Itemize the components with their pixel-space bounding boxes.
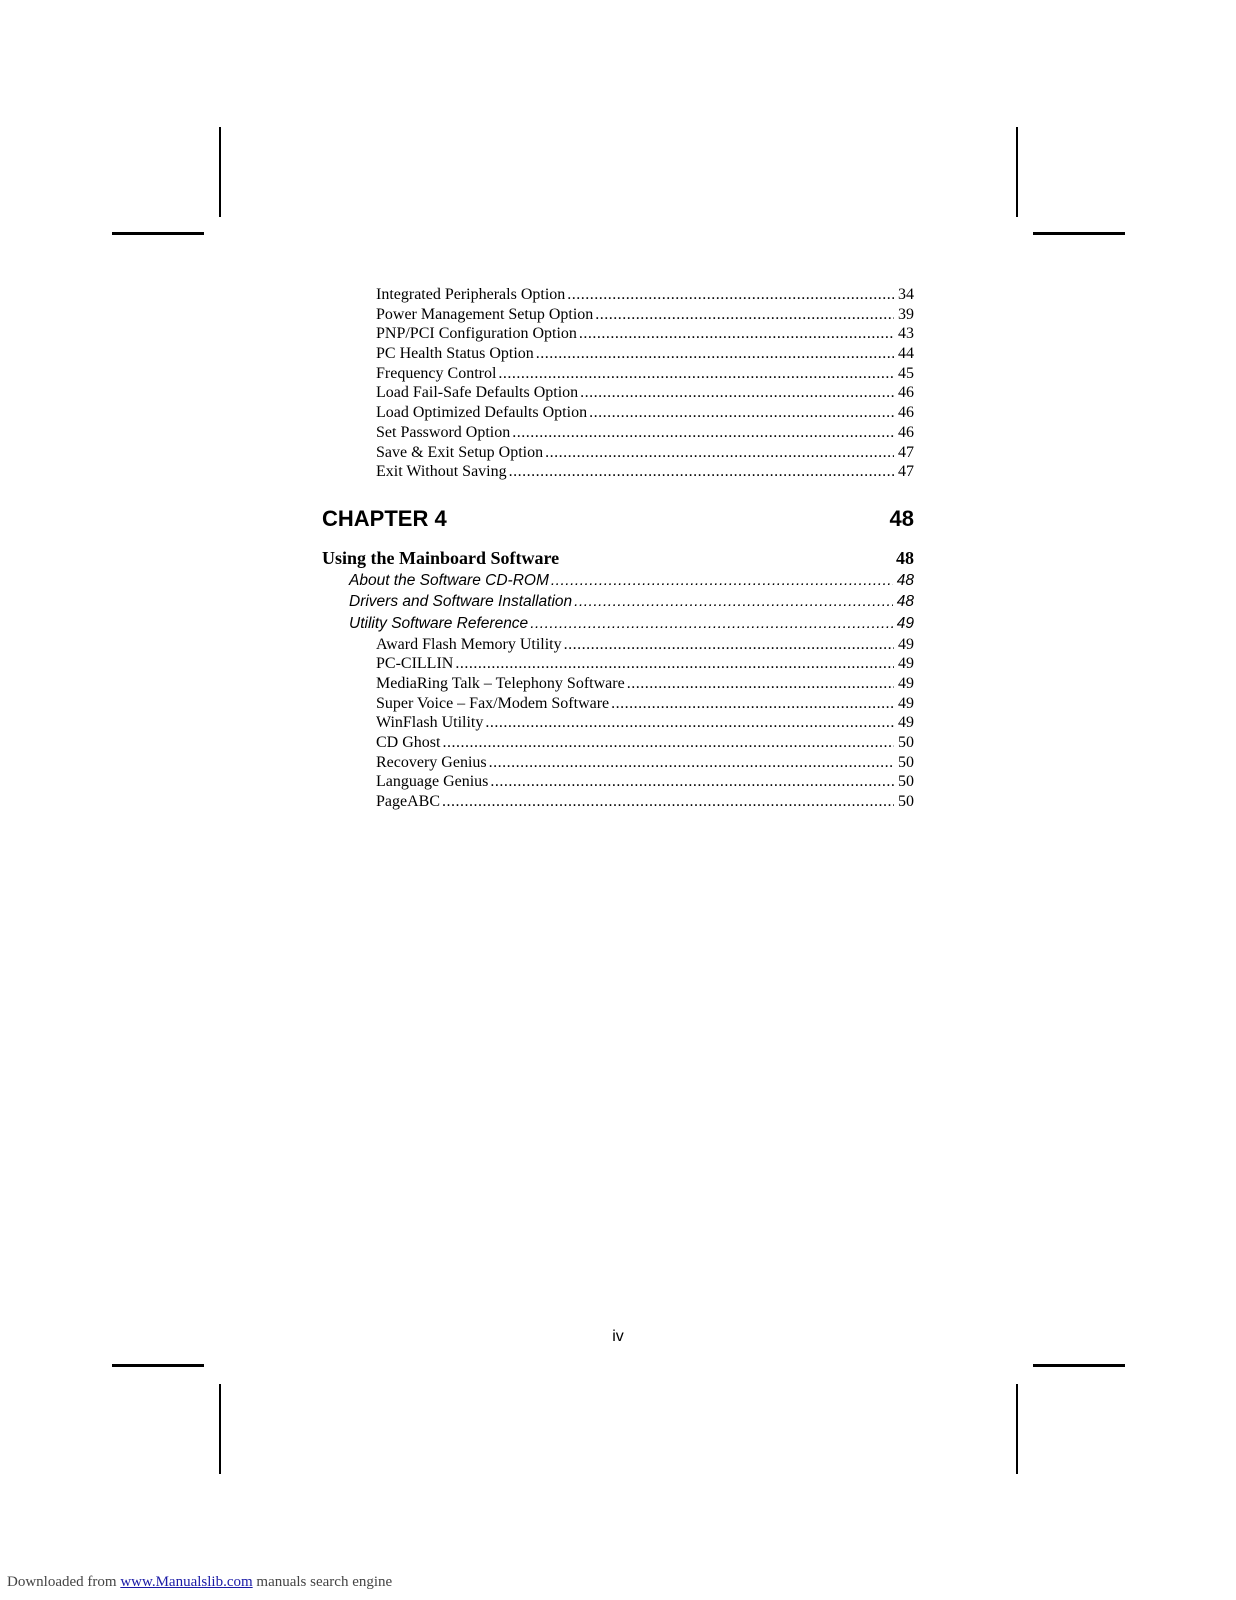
dot-leader [627,674,894,694]
manualslib-link[interactable]: www.Manualslib.com [120,1574,253,1590]
toc-entry-page: 47 [898,443,914,461]
toc-entry [322,285,914,305]
crop-mark [219,127,221,217]
toc-entry-title: Language Genius [376,773,489,791]
crop-mark [112,232,204,235]
crop-mark [219,1384,221,1474]
toc-entry-page: 39 [898,305,914,323]
toc-entry [322,733,914,753]
toc-entry-page: 49 [896,615,914,633]
toc-entry-title: About the Software CD-ROM [349,571,549,589]
dot-leader [442,733,894,753]
toc-entry-title: Load Fail-Safe Defaults Option [376,384,579,402]
toc-entry-title: Super Voice – Fax/Modem Software [376,694,610,712]
toc-entry [322,462,914,482]
toc-entry-page: 34 [898,286,914,303]
toc-subsection [322,613,914,635]
toc-entry-title: WinFlash Utility [376,714,484,732]
toc-entry-title: PNP/PCI Configuration Option [376,325,577,343]
toc-entry-title: Set Password Option [376,423,511,441]
dot-leader [595,305,894,325]
toc-entry [322,713,914,733]
toc-entry-page: 43 [898,325,914,343]
toc-subsection [322,591,914,613]
dot-leader [512,423,894,443]
toc-entry-title: Award Flash Memory Utility [376,635,562,653]
footer-prefix: Downloaded from [7,1574,117,1590]
table-of-contents [322,285,914,812]
toc-entry [322,674,914,694]
crop-mark [1033,1364,1125,1367]
toc-entry-title: MediaRing Talk – Telephony Software [376,675,625,693]
dot-leader [589,403,894,423]
dot-leader [551,570,893,592]
crop-mark [112,1364,204,1367]
toc-entry-title: Drivers and Software Installation [349,593,573,611]
toc-entry-page: 46 [898,423,914,441]
toc-entry-page: 47 [898,463,914,481]
toc-subsection [322,570,914,592]
toc-entry-title: Frequency Control [376,364,497,382]
section-page: 48 [896,547,914,568]
toc-entry-page: 49 [898,694,914,712]
toc-entry-title: Recovery Genius [376,753,487,771]
toc-entry [322,383,914,403]
crop-mark [1016,1384,1018,1474]
toc-entry-title: CD Ghost [376,734,441,752]
toc-entry-page: 49 [898,635,914,653]
toc-entry [322,654,914,674]
toc-entry-title: Integrated Peripherals Option [376,286,566,303]
toc-entry-page: 49 [898,655,914,673]
dot-leader [490,772,894,792]
toc-entry-page: 48 [896,593,914,611]
toc-entry [322,792,914,812]
dot-leader [574,591,893,613]
toc-entry [322,772,914,792]
section-heading [322,546,914,570]
toc-entry-title: PC Health Status Option [376,345,534,363]
toc-entry-page: 45 [898,364,914,382]
chapter-heading [322,504,914,534]
toc-entry [322,443,914,463]
toc-entry-page: 50 [898,773,914,791]
dot-leader [485,713,894,733]
dot-leader [530,613,893,635]
chapter-title: CHAPTER 4 [322,505,447,531]
dot-leader [442,792,894,812]
toc-entry-page: 48 [896,571,914,589]
toc-entry [322,344,914,364]
toc-entry [322,364,914,384]
toc-entry [322,324,914,344]
crop-mark [1016,127,1018,217]
dot-leader [455,654,894,674]
toc-entry [322,694,914,714]
toc-entry-page: 50 [898,734,914,752]
toc-entry [322,753,914,773]
toc-entry-title: Utility Software Reference [349,615,529,633]
footer-suffix: manuals search engine [256,1574,393,1590]
dot-leader [498,364,894,384]
toc-entry-page: 46 [898,384,914,402]
toc-entry-title: Exit Without Saving [376,463,507,481]
toc-entry [322,403,914,423]
dot-leader [580,383,894,403]
dot-leader [489,753,894,773]
dot-leader [536,344,894,364]
toc-entry [322,423,914,443]
dot-leader [611,694,894,714]
toc-entry-page: 50 [898,793,914,811]
dot-leader [567,285,894,305]
toc-entry-page: 49 [898,714,914,732]
section-title: Using the Mainboard Software [322,547,560,568]
toc-entry-page: 49 [898,675,914,693]
toc-entry-title: PageABC [376,793,440,811]
toc-entry-page: 44 [898,345,914,363]
toc-entry-title: Save & Exit Setup Option [376,443,544,461]
toc-entry-title: Load Optimized Defaults Option [376,404,588,422]
dot-leader [545,443,894,463]
toc-entry-title: PC-CILLIN [376,655,454,673]
dot-leader [579,324,894,344]
toc-entry-title: Power Management Setup Option [376,305,594,323]
toc-entry [322,635,914,655]
toc-entry [322,305,914,325]
toc-entry-page: 50 [898,753,914,771]
dot-leader [564,635,894,655]
download-footer [7,1574,392,1591]
page-number: iv [612,1328,624,1345]
crop-mark [1033,232,1125,235]
chapter-page: 48 [889,505,914,531]
toc-entry-page: 46 [898,404,914,422]
dot-leader [509,462,894,482]
